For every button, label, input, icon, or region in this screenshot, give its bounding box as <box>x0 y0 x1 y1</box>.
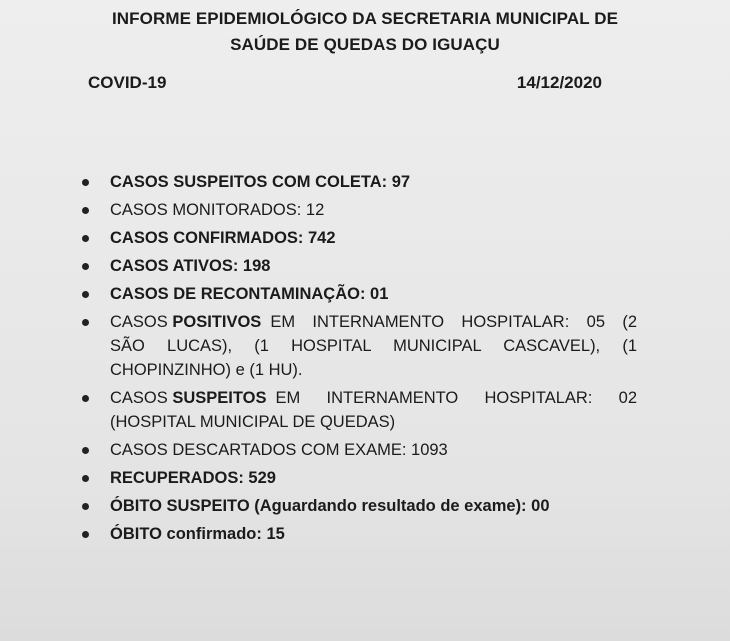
bullet-icon <box>82 475 89 482</box>
document-title <box>60 6 670 58</box>
list-item-monitorados: CASOS MONITORADOS: 12 <box>82 198 637 222</box>
list-item-ativos: CASOS ATIVOS: 198 <box>82 254 637 278</box>
bullet-icon <box>82 503 89 510</box>
bullet-icon <box>82 291 89 298</box>
list-item-confirmados: CASOS CONFIRMADOS: 742 <box>82 226 637 250</box>
list-item-recontaminacao: CASOS DE RECONTAMINAÇÃO: 01 <box>82 282 637 306</box>
subject-label: COVID-19 <box>88 73 167 92</box>
positivos-line-1: CASOS POSITIVOS EM INTERNAMENTO HOSPITALAR: 05 (2 <box>110 313 637 331</box>
bullet-icon <box>82 531 89 538</box>
title-line-1: INFORME EPIDEMIOLÓGICO DA SECRETARIA MUNICIPAL DE <box>111 9 619 28</box>
list-item-suspeitos-coleta: CASOS SUSPEITOS COM COLETA: 97 <box>82 170 637 194</box>
list-item-obito-suspeito: ÓBITO SUSPEITO (Aguardando resultado de exame): 00 <box>82 494 637 518</box>
list-item-suspeitos-internamento <box>82 386 637 434</box>
bullet-icon <box>82 235 89 242</box>
bullet-icon <box>82 447 89 454</box>
document-meta <box>88 73 602 93</box>
list-item-obito-confirmado: ÓBITO confirmado: 15 <box>82 522 637 546</box>
statistics-list <box>82 170 637 550</box>
report-date: 14/12/2020 <box>516 73 602 92</box>
suspeitos-line-2: (HOSPITAL MUNICIPAL DE QUEDAS) <box>110 413 396 431</box>
bullet-icon <box>82 179 89 186</box>
bullet-icon <box>82 207 89 214</box>
list-item-recuperados: RECUPERADOS: 529 <box>82 466 637 490</box>
bullet-icon <box>82 319 89 326</box>
suspeitos-line-1: CASOS SUSPEITOS EM INTERNAMENTO HOSPITALAR: 02 <box>110 389 637 407</box>
bullet-icon <box>82 263 89 270</box>
list-item-positivos-internamento <box>82 310 637 382</box>
positivos-line-3: CHOPINZINHO) e (1 HU). <box>110 361 303 379</box>
positivos-line-2: SÃO LUCAS), (1 HOSPITAL MUNICIPAL CASCAVEL), (1 <box>110 337 637 355</box>
list-item-descartados: CASOS DESCARTADOS COM EXAME: 1093 <box>82 438 637 462</box>
bullet-icon <box>82 395 89 402</box>
title-line-2: SAÚDE DE QUEDAS DO IGUAÇU <box>230 35 500 54</box>
